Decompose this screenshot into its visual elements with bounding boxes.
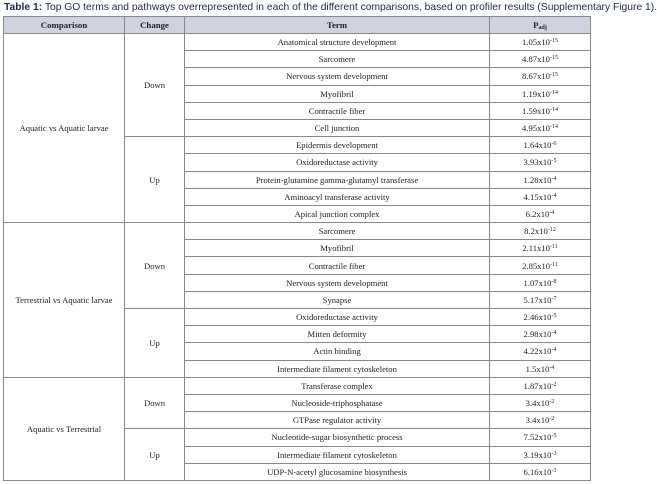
padj-exponent: -8 — [551, 278, 557, 285]
change-cell: Down — [125, 377, 185, 429]
padj-mantissa: 1.19x10 — [522, 88, 550, 99]
term-cell: Myofibril — [185, 85, 490, 102]
padj-mantissa: 4.15x10 — [523, 191, 552, 202]
padj-exponent: -14 — [549, 89, 558, 96]
padj-cell — [490, 119, 591, 136]
table-body — [4, 34, 591, 481]
term-cell: Aminoacyl transferase activity — [185, 188, 490, 205]
term-cell: Anatomical structure development — [185, 34, 490, 51]
padj-cell — [490, 51, 591, 68]
table-row — [4, 34, 591, 51]
term-cell: Sarcomere — [185, 223, 490, 240]
padj-exponent: -2 — [551, 381, 557, 388]
padj-cell — [490, 463, 591, 480]
padj-exponent: -5 — [551, 313, 557, 320]
term-cell: Intermediate filament cytoskeleton — [185, 360, 490, 377]
term-cell: Mitten deformity — [185, 326, 490, 343]
padj-cell — [490, 446, 591, 463]
padj-mantissa: 2.11x10 — [522, 243, 550, 254]
comparison-cell: Aquatic vs Terrestrial — [4, 377, 125, 480]
padj-exponent: -3 — [551, 467, 557, 474]
padj-exponent: -4 — [549, 364, 555, 371]
padj-mantissa: 3.93x10 — [523, 157, 552, 168]
caption-label: Table 1: — [4, 2, 43, 13]
padj-mantissa: 3.4x10 — [525, 398, 550, 409]
term-cell: Cell junction — [185, 119, 490, 136]
header-padj — [490, 17, 591, 34]
term-cell: Actin binding — [185, 343, 490, 360]
header-padj-main: P — [533, 20, 539, 30]
padj-cell — [490, 274, 591, 291]
padj-mantissa: 3.19x10 — [523, 449, 552, 460]
padj-cell — [490, 102, 591, 119]
term-cell: Epidermis development — [185, 137, 490, 154]
padj-mantissa: 8.2x10 — [524, 226, 548, 237]
padj-cell — [490, 137, 591, 154]
padj-cell — [490, 429, 591, 446]
padj-exponent: -4 — [551, 175, 557, 182]
padj-exponent: -5 — [551, 158, 557, 165]
term-cell: UDP-N-acetyl glucosamine biosynthesis — [185, 463, 490, 480]
padj-mantissa: 2.85x10 — [522, 260, 551, 271]
padj-mantissa: 5.17x10 — [523, 294, 552, 305]
padj-exponent: -15 — [549, 55, 558, 62]
term-cell: Contractile fiber — [185, 257, 490, 274]
table-caption — [4, 2, 657, 14]
padj-mantissa: 1.28x10 — [523, 174, 552, 185]
padj-cell — [490, 171, 591, 188]
header-term: Term — [185, 17, 490, 34]
term-cell: Synapse — [185, 291, 490, 308]
term-cell: Oxidoreductase activity — [185, 309, 490, 326]
padj-exponent: -2 — [549, 416, 555, 423]
padj-exponent: -5 — [551, 433, 557, 440]
term-cell: Nervous system development — [185, 68, 490, 85]
term-cell: Oxidoreductase activity — [185, 154, 490, 171]
table-row — [4, 377, 591, 394]
padj-mantissa: 1.87x10 — [523, 380, 552, 391]
term-cell: Sarcomere — [185, 51, 490, 68]
padj-exponent: -4 — [549, 209, 555, 216]
padj-cell — [490, 343, 591, 360]
table-row — [4, 223, 591, 240]
padj-cell — [490, 291, 591, 308]
padj-cell — [490, 394, 591, 411]
padj-exponent: -15 — [549, 38, 558, 45]
term-cell: Protein-glutamine gamma-glutamyl transferase — [185, 171, 490, 188]
padj-mantissa: 6.2x10 — [525, 208, 550, 219]
padj-exponent: -14 — [549, 124, 558, 131]
padj-mantissa: 1.59x10 — [522, 105, 550, 116]
padj-mantissa: 1.5x10 — [525, 363, 550, 374]
change-cell: Up — [125, 137, 185, 223]
padj-mantissa: 1.07x10 — [523, 277, 552, 288]
term-cell: GTPase regulator activity — [185, 412, 490, 429]
change-cell: Down — [125, 223, 185, 309]
caption-text: Top GO terms and pathways overrepresented in each of the different comparisons, based on profiler results (Supplementary Figure 1). — [42, 2, 657, 13]
padj-mantissa: 6.16x10 — [523, 466, 552, 477]
padj-exponent: -14 — [549, 106, 558, 113]
padj-exponent: -4 — [551, 192, 557, 199]
padj-mantissa: 4.95x10 — [522, 123, 550, 134]
padj-cell — [490, 154, 591, 171]
header-comparison: Comparison — [4, 17, 125, 34]
padj-cell — [490, 309, 591, 326]
comparison-cell: Terrestrial vs Aquatic larvae — [4, 223, 125, 378]
padj-exponent: -2 — [549, 399, 555, 406]
padj-mantissa: 4.87x10 — [522, 54, 550, 65]
comparison-cell: Aquatic vs Aquatic larvae — [4, 34, 125, 223]
padj-cell — [490, 360, 591, 377]
padj-mantissa: 3.4x10 — [525, 415, 550, 426]
padj-exponent: -7 — [551, 295, 557, 302]
header-change: Change — [125, 17, 185, 34]
padj-mantissa: 1.64x10 — [523, 140, 552, 151]
padj-exponent: -4 — [551, 330, 557, 337]
header-row — [4, 17, 591, 34]
padj-exponent: -4 — [551, 347, 557, 354]
term-cell: Myofibril — [185, 240, 490, 257]
padj-exponent: -11 — [549, 244, 558, 251]
term-cell: Apical junction complex — [185, 205, 490, 222]
term-cell: Nervous system development — [185, 274, 490, 291]
change-cell: Down — [125, 34, 185, 137]
padj-exponent: -3 — [551, 450, 557, 457]
padj-exponent: -15 — [549, 72, 558, 79]
padj-cell — [490, 377, 591, 394]
change-cell: Up — [125, 429, 185, 481]
padj-cell — [490, 85, 591, 102]
padj-exponent: -6 — [551, 141, 557, 148]
term-cell: Contractile fiber — [185, 102, 490, 119]
padj-cell — [490, 223, 591, 240]
change-cell: Up — [125, 309, 185, 378]
padj-cell — [490, 205, 591, 222]
padj-cell — [490, 326, 591, 343]
padj-cell — [490, 257, 591, 274]
padj-cell — [490, 188, 591, 205]
header-padj-sub: adj — [538, 25, 547, 31]
term-cell: Intermediate filament cytoskeleton — [185, 446, 490, 463]
padj-exponent: -12 — [547, 227, 556, 234]
term-cell: Transferase complex — [185, 377, 490, 394]
padj-mantissa: 2.46x10 — [523, 312, 552, 323]
padj-mantissa: 7.52x10 — [523, 432, 552, 443]
padj-cell — [490, 34, 591, 51]
padj-mantissa: 4.22x10 — [523, 346, 552, 357]
go-terms-table — [3, 16, 591, 481]
term-cell: Nucleotide-sugar biosynthetic process — [185, 429, 490, 446]
padj-mantissa: 1.05x10 — [522, 37, 550, 48]
padj-cell — [490, 68, 591, 85]
padj-mantissa: 2.98x10 — [523, 329, 552, 340]
padj-cell — [490, 240, 591, 257]
padj-exponent: -11 — [550, 261, 558, 268]
term-cell: Nucleoside-triphosphatase — [185, 394, 490, 411]
padj-mantissa: 8.67x10 — [522, 71, 550, 82]
padj-cell — [490, 412, 591, 429]
